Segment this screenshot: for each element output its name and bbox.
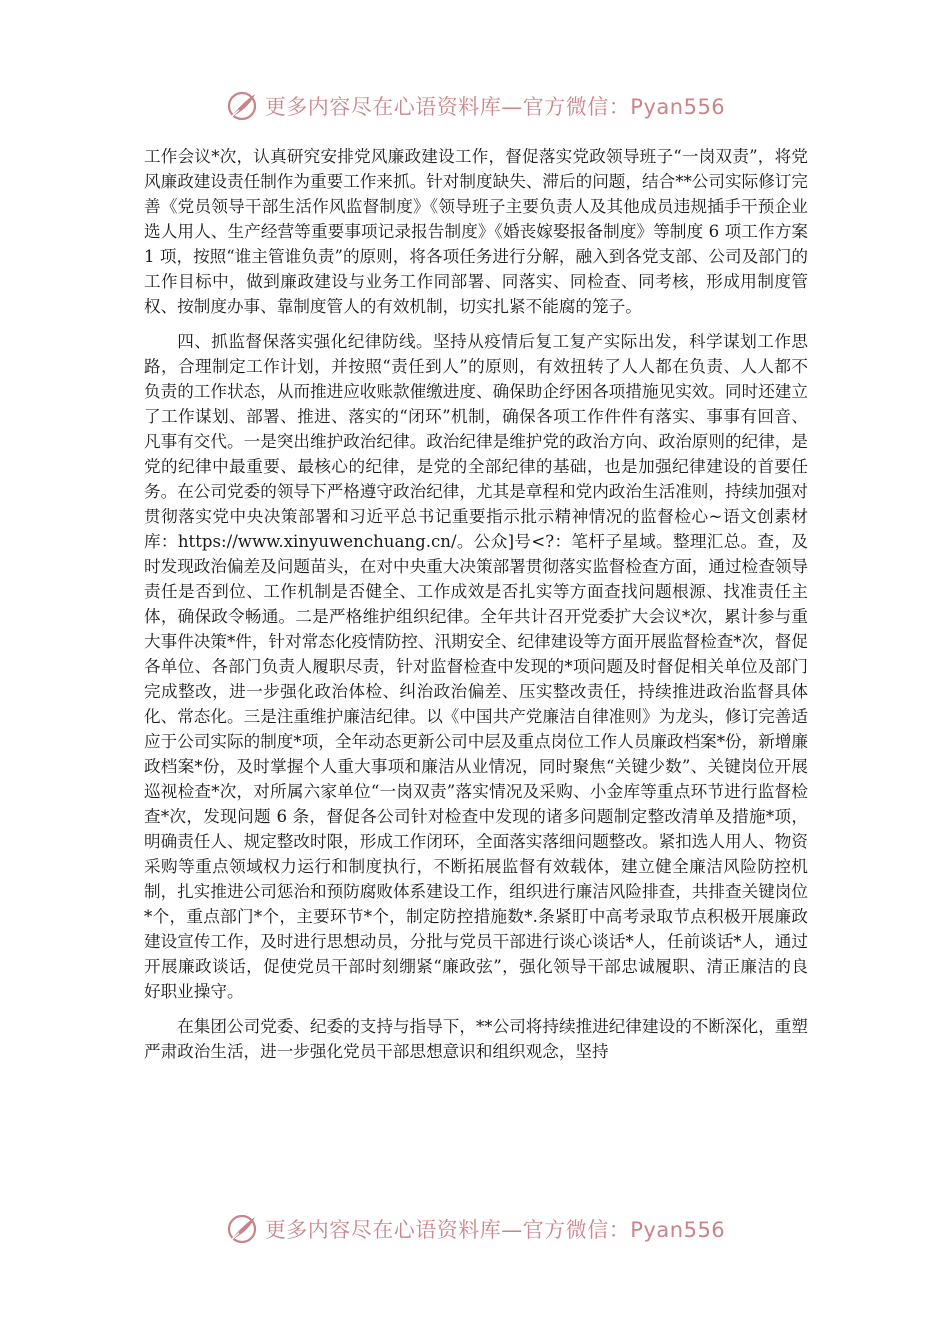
footer-banner-text: 更多内容尽在心语资料库—官方微信：Pyan556 <box>264 1218 726 1242</box>
header-banner <box>0 84 950 128</box>
paragraph-2: 四、抓监督保落实强化纪律防线。坚持从疫情后复工复产实际出发，科学谋划工作思路，合理制定工作计划，并按照“责任到人”的原则，有效扭转了人人都在负责、人人都不负责的工作状态，从而推进应收账款催缴进度、确保助企纾困各项措施见实效。同时还建立了工作谋划、部署、推进、落实的“闭环”机制，确保各项工作件件有落实、事事有回音、凡事有交代。一是突出维护政治纪律。政治纪律是维护党的政治方向、政治原则的纪律，是党的纪律中最重要、最核心的纪律，是党的全部纪律的基础，也是加强纪律建设的首要任务。在公司党委的领导下严格遵守政治纪律，尤其是章程和党内政治生活准则，持续加强对贯彻落实党中央决策部署和习近平总书记重要指示批示精神情况的监督检心~语文创素材库：https://www.xinyuwenchuang.cn/。公众]号<?：笔杆子星域。整理汇总。查，及时发现政治偏差及问题苗头，在对中央重大决策部署贯彻落实监督检查方面，通过检查领导责任是否到位、工作机制是否健全、工作成效是否扎实等方面查找问题根源、找准责任主体，确保政令畅通。二是严格维护组织纪律。全年共计召开党委扩大会议*次，累计参与重大事件决策*件，针对常态化疫情防控、汛期安全、纪律建设等方面开展监督检查*次，督促各单位、各部门负责人履职尽责，针对监督检查中发现的*项问题及时督促相关单位及部门完成整改，进一步强化政治体检、纠治政治偏差、压实整改责任，持续推进政治监督具体化、常态化。三是注重维护廉洁纪律。以《中国共产党廉洁自律准则》为龙头，修订完善适应于公司实际的制度*项，全年动态更新公司中层及重点岗位工作人员廉政档案*份，新增廉政档案*份，及时掌握个人重大事项和廉洁从业情况，同时聚焦“关键少数”、关键岗位开展巡视检查*次，对所属六家单位“一岗双责”落实情况及采购、小金库等重点环节进行监督检查*次，发现问题 6 条，督促各公司针对检查中发现的诸多问题制定整改清单及措施*项，明确责任人、规定整改时限，形成工作闭环，全面落实落细问题整改。紧扣选人用人、物资采购等重点领域权力运行和制度执行，不断拓展监督有效载体，建立健全廉洁风险防控机制，扎实推进公司惩治和预防腐败体系建设工作，组织进行廉洁风险排查，共排查关键岗位*个，重点部门*个，主要环节*个，制定防控措施数*.条紧盯中高考录取节点积极开展廉政建设宣传工作，及时进行思想动员，分批与党员干部进行谈心谈话*人，任前谈话*人，通过开展廉政谈话，促使党员干部时刻绷紧“廉政弦”，强化领导干部忠诚履职、清正廉洁的良好职业操守。 <box>144 332 808 1001</box>
header-banner-text: 更多内容尽在心语资料库—官方微信：Pyan556 <box>264 95 726 119</box>
document-body <box>144 144 808 1064</box>
header-banner-inner <box>225 89 725 123</box>
quill-pen-logo-icon <box>225 1212 259 1246</box>
quill-pen-logo-icon <box>225 89 259 123</box>
paragraph-3: 在集团公司党委、纪委的支持与指导下，**公司将持续推进纪律建设的不断深化，重塑严肃政治生活，进一步强化党员干部思想意识和组织观念，坚持 <box>144 1017 808 1061</box>
footer-banner-inner <box>225 1212 725 1246</box>
footer-banner <box>0 1207 950 1251</box>
paragraph-1: 工作会议*次，认真研究安排党风廉政建设工作，督促落实党政领导班子“一岗双责”，将党风廉政建设责任制作为重要工作来抓。针对制度缺失、滞后的问题，结合**公司实际修订完善《党员领导干部生活作风监督制度》《领导班子主要负责人及其他成员违规插手干预企业选人用人、生产经营等重要事项记录报告制度》《婚丧嫁娶报备制度》等制度 6 项工作方案 1 项，按照“谁主管谁负责”的原则，将各项任务进行分解，融入到各党支部、公司及部门的工作目标中，做到廉政建设与业务工作同部署、同落实、同检查、同考核，形成用制度管权、按制度办事、靠制度管人的有效机制，切实扎紧不能腐的笼子。 <box>144 147 808 316</box>
